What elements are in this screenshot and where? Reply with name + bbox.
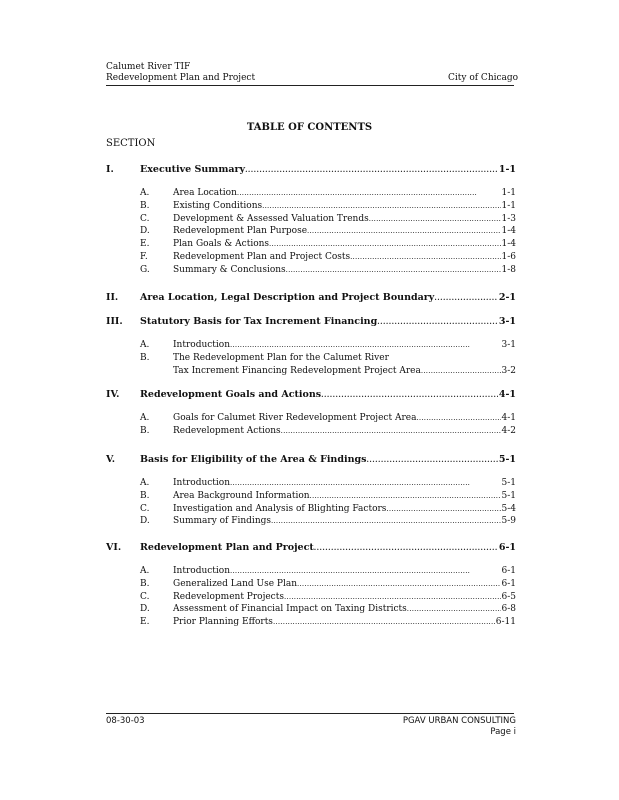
toc-entry bbox=[173, 591, 516, 603]
toc-label: Area Location bbox=[173, 188, 237, 198]
dot-leader bbox=[307, 225, 500, 237]
toc-number: F. bbox=[140, 252, 148, 262]
toc-number: IV. bbox=[106, 389, 120, 400]
toc-subsection-row bbox=[106, 503, 516, 515]
section-column-label: SECTION bbox=[106, 138, 156, 149]
toc-label: Basis for Eligibility of the Area & Findings bbox=[140, 454, 367, 465]
toc-page: 4-1 bbox=[498, 389, 516, 400]
dot-leader bbox=[269, 238, 500, 250]
toc-label: Redevelopment Plan and Project bbox=[140, 542, 314, 553]
dot-leader bbox=[310, 490, 501, 502]
footer-page-number: Page i bbox=[490, 727, 516, 737]
toc-label: Plan Goals & Actions bbox=[173, 239, 270, 250]
toc-subsection-row bbox=[106, 616, 516, 628]
toc-label: Area Location, Legal Description and Project Boundary bbox=[140, 292, 435, 303]
dot-leader bbox=[407, 603, 501, 615]
toc-page: 5-1 bbox=[501, 478, 516, 488]
toc-page: 1-1 bbox=[498, 164, 516, 175]
toc-number: I. bbox=[106, 164, 114, 175]
toc-label: Development & Assessed Valuation Trends bbox=[173, 213, 369, 224]
toc-entry bbox=[173, 213, 516, 225]
toc-number: A. bbox=[140, 188, 150, 198]
toc-number: B. bbox=[140, 490, 150, 501]
toc-page: 6-11 bbox=[495, 617, 516, 628]
header-divider bbox=[106, 85, 514, 86]
toc-subsection-row bbox=[106, 339, 516, 351]
dot-leader bbox=[377, 316, 498, 328]
toc-number: C. bbox=[140, 213, 150, 224]
toc-subsection-continuation bbox=[106, 365, 516, 377]
toc-page: 6-8 bbox=[501, 604, 516, 615]
toc-label: Summary & Conclusions bbox=[173, 264, 286, 275]
dot-leader bbox=[262, 200, 500, 212]
toc-number: B. bbox=[140, 352, 150, 363]
toc-label: Redevelopment Plan Purpose bbox=[173, 226, 308, 237]
dot-leader bbox=[416, 412, 500, 424]
toc-entry bbox=[173, 565, 516, 577]
dot-leader bbox=[281, 425, 501, 437]
dot-leader bbox=[369, 213, 501, 225]
toc-label: Redevelopment Plan and Project Costs bbox=[173, 252, 351, 262]
toc-page: 5-9 bbox=[501, 516, 516, 527]
dot-leader bbox=[284, 591, 501, 603]
toc-number: E. bbox=[140, 617, 150, 628]
toc-number: D. bbox=[140, 226, 150, 237]
toc-entry bbox=[173, 515, 516, 527]
toc-number: B. bbox=[140, 578, 150, 589]
toc-section-row bbox=[106, 389, 516, 401]
toc-entry bbox=[173, 251, 516, 263]
toc-page: 3-1 bbox=[498, 316, 516, 327]
dot-leader bbox=[245, 164, 498, 176]
footer-divider bbox=[106, 713, 514, 714]
toc-page: 6-1 bbox=[501, 566, 516, 576]
dot-leader bbox=[230, 477, 501, 489]
toc-number: A. bbox=[140, 413, 150, 423]
toc-subsection-row bbox=[106, 213, 516, 225]
dot-leader bbox=[350, 251, 500, 263]
toc-subsection-row bbox=[106, 238, 516, 250]
toc-subsection-row bbox=[106, 490, 516, 502]
toc-page: 2-1 bbox=[498, 292, 516, 303]
toc-subsection-row bbox=[106, 412, 516, 424]
toc-subsection-row bbox=[106, 565, 516, 577]
toc-subsection-row bbox=[106, 225, 516, 237]
footer-credits bbox=[370, 716, 516, 738]
toc-entry bbox=[173, 490, 516, 502]
toc-page: 1-1 bbox=[501, 188, 516, 198]
page-title: TABLE OF CONTENTS bbox=[246, 122, 373, 133]
toc-entry bbox=[173, 412, 516, 424]
toc-section-row bbox=[106, 164, 516, 176]
toc-label: Tax Increment Financing Redevelopment Project Area bbox=[173, 365, 421, 376]
toc-entry bbox=[140, 316, 516, 328]
dot-leader bbox=[321, 389, 498, 401]
toc-page: 1-1 bbox=[501, 200, 516, 211]
toc-subsection-row bbox=[106, 578, 516, 590]
dot-leader bbox=[386, 503, 500, 515]
toc-page: 5-1 bbox=[501, 490, 516, 501]
toc-entry bbox=[173, 365, 516, 377]
toc-subsection-row bbox=[106, 603, 516, 615]
dot-leader bbox=[237, 187, 501, 199]
footer-firm: PGAV URBAN CONSULTING bbox=[402, 716, 516, 726]
toc-section-row bbox=[106, 542, 516, 554]
toc-page: 1-4 bbox=[501, 239, 516, 250]
dot-leader bbox=[271, 515, 501, 527]
toc-number: E. bbox=[140, 239, 150, 250]
toc-number: A. bbox=[140, 566, 150, 576]
toc-entry bbox=[173, 238, 516, 250]
toc-page: 4-2 bbox=[501, 425, 516, 436]
toc-entry bbox=[140, 542, 516, 554]
toc-subsection-row bbox=[106, 425, 516, 437]
toc-label: Area Background Information bbox=[173, 490, 310, 501]
dot-leader bbox=[366, 454, 497, 466]
toc-section-row bbox=[106, 292, 516, 304]
header-project-name: Calumet River TIF bbox=[106, 62, 191, 72]
toc-label: Investigation and Analysis of Blighting Factors bbox=[173, 503, 387, 514]
toc-page: 1-6 bbox=[501, 252, 516, 262]
footer-date: 08-30-03 bbox=[106, 716, 145, 726]
toc-label: Redevelopment Projects bbox=[173, 591, 284, 602]
toc-label: Statutory Basis for Tax Increment Financing bbox=[140, 316, 378, 327]
toc-label: Redevelopment Actions bbox=[173, 425, 281, 436]
toc-entry bbox=[140, 389, 516, 401]
toc-entry bbox=[173, 225, 516, 237]
toc-page: 3-1 bbox=[501, 340, 516, 350]
toc-number: II. bbox=[106, 292, 119, 303]
dot-leader bbox=[314, 542, 498, 554]
toc-entry bbox=[173, 352, 516, 364]
toc-label: The Redevelopment Plan for the Calumet River bbox=[173, 352, 389, 363]
toc-page: 5-1 bbox=[498, 454, 516, 465]
toc-entry bbox=[173, 187, 516, 199]
toc-entry bbox=[173, 578, 516, 590]
toc-label: Introduction bbox=[173, 340, 230, 350]
dot-leader bbox=[421, 365, 501, 377]
header-document-title: Redevelopment Plan and Project bbox=[106, 73, 256, 83]
toc-entry bbox=[173, 477, 516, 489]
toc-entry bbox=[173, 616, 516, 628]
toc-number: V. bbox=[106, 454, 116, 465]
toc-label: Goals for Calumet River Redevelopment Project Area bbox=[173, 413, 417, 423]
toc-subsection-row bbox=[106, 187, 516, 199]
toc-number: III. bbox=[106, 316, 123, 327]
toc-subsection-row bbox=[106, 264, 516, 276]
toc-label: Prior Planning Efforts bbox=[173, 617, 273, 628]
toc-label: Executive Summary bbox=[140, 164, 246, 175]
toc-entry bbox=[140, 454, 516, 466]
toc-entry bbox=[173, 339, 516, 351]
toc-number: C. bbox=[140, 591, 150, 602]
toc-entry bbox=[173, 200, 516, 212]
dot-leader bbox=[434, 292, 498, 304]
toc-label: Existing Conditions bbox=[173, 200, 263, 211]
toc-page: 1-4 bbox=[501, 226, 516, 237]
toc-number: VI. bbox=[106, 542, 122, 553]
toc-page: 5-4 bbox=[501, 503, 516, 514]
toc-page: 6-1 bbox=[498, 542, 516, 553]
toc-subsection-row bbox=[106, 591, 516, 603]
toc-subsection-row bbox=[106, 515, 516, 527]
toc-number: C. bbox=[140, 503, 150, 514]
toc-subsection-row bbox=[106, 477, 516, 489]
dot-leader bbox=[230, 339, 501, 351]
toc-subsection-row bbox=[106, 251, 516, 263]
toc-entry bbox=[173, 264, 516, 276]
toc-subsection-row bbox=[106, 200, 516, 212]
dot-leader bbox=[297, 578, 500, 590]
toc-page: 1-8 bbox=[501, 264, 516, 275]
toc-number: D. bbox=[140, 516, 150, 527]
dot-leader bbox=[273, 616, 495, 628]
dot-leader bbox=[230, 565, 501, 577]
toc-number: B. bbox=[140, 425, 150, 436]
toc-label: Assessment of Financial Impact on Taxing Districts bbox=[173, 604, 407, 615]
toc-subsection-row bbox=[106, 352, 516, 364]
toc-number: B. bbox=[140, 200, 150, 211]
toc-page: 6-1 bbox=[501, 578, 516, 589]
toc-page: 4-1 bbox=[501, 413, 516, 423]
header-city: City of Chicago bbox=[448, 73, 519, 83]
toc-entry bbox=[140, 164, 516, 176]
toc-number: A. bbox=[140, 478, 150, 488]
toc-label: Generalized Land Use Plan bbox=[173, 578, 298, 589]
toc-label: Introduction bbox=[173, 566, 230, 576]
toc-number: A. bbox=[140, 340, 150, 350]
toc-number: D. bbox=[140, 604, 150, 615]
toc-label: Summary of Findings bbox=[173, 516, 271, 527]
toc-entry bbox=[140, 292, 516, 304]
toc-entry bbox=[173, 503, 516, 515]
dot-leader bbox=[286, 264, 501, 276]
toc-section-row bbox=[106, 316, 516, 328]
toc-page: 6-5 bbox=[501, 591, 516, 602]
toc-page: 3-2 bbox=[501, 365, 516, 376]
toc-number: G. bbox=[140, 264, 150, 275]
toc-label: Introduction bbox=[173, 478, 230, 488]
toc-entry bbox=[173, 603, 516, 615]
toc-page: 1-3 bbox=[501, 213, 516, 224]
toc-label: Redevelopment Goals and Actions bbox=[140, 389, 322, 400]
toc-section-row bbox=[106, 454, 516, 466]
toc-entry bbox=[173, 425, 516, 437]
